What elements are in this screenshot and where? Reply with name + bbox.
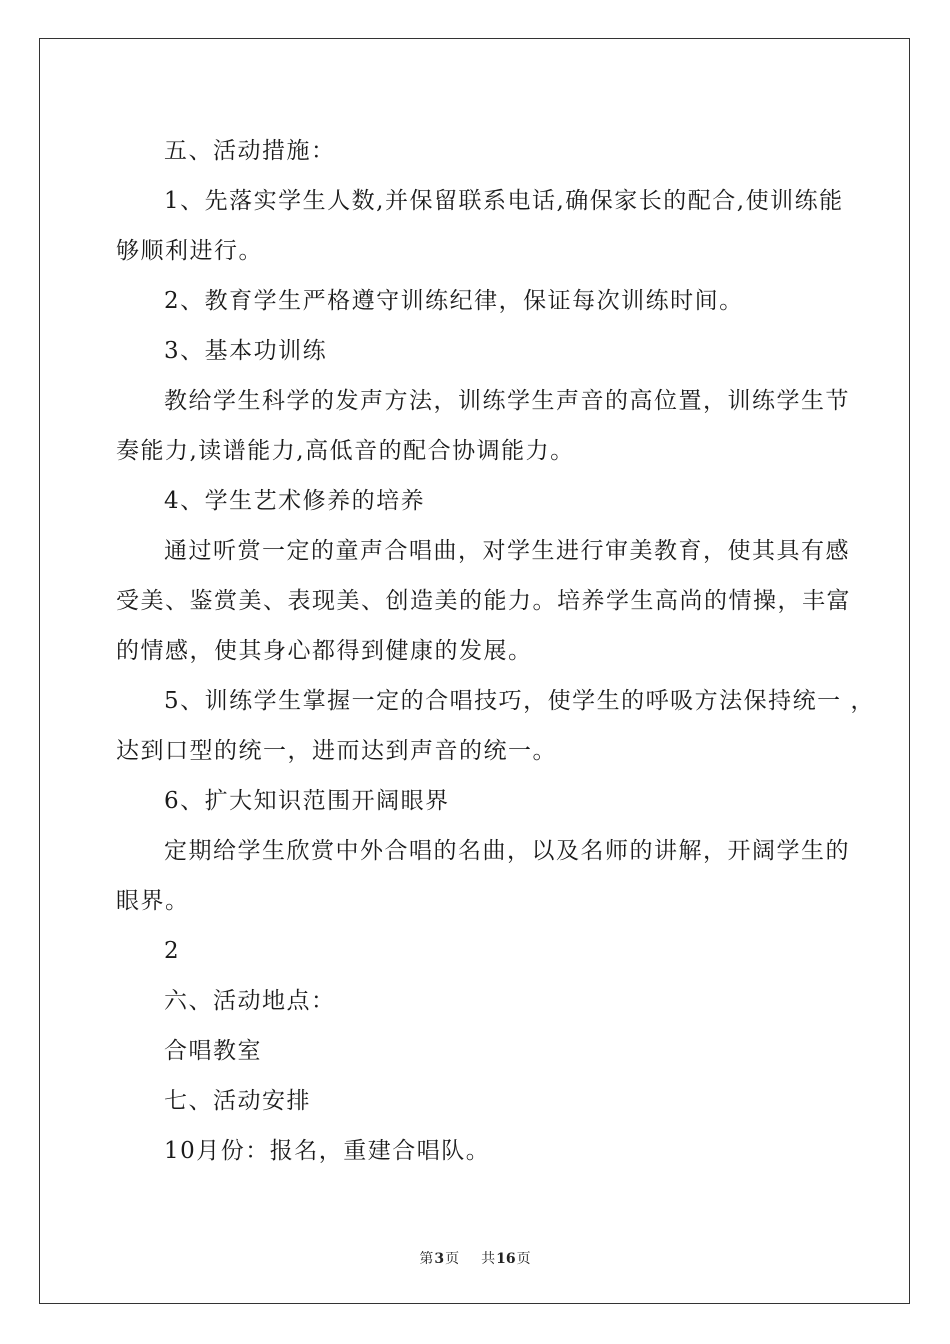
footer-page-suffix: 页 <box>445 1251 460 1267</box>
paragraph-line: 合唱教室 <box>164 1038 262 1064</box>
footer-total-pages: 16 <box>496 1251 516 1267</box>
footer-page-number: 3 <box>434 1251 445 1267</box>
paragraph-line: 受美、鉴赏美、表现美、创造美的能力。培养学生高尚的情操，丰富 <box>116 588 851 614</box>
section-heading-location: 六、活动地点： <box>164 988 336 1014</box>
paragraph-line: 6、扩大知识范围开阔眼界 <box>164 788 450 814</box>
paragraph-line: 通过听赏一定的童声合唱曲，对学生进行审美教育，使其具有感 <box>164 538 850 564</box>
section-heading-measures: 五、活动措施： <box>164 138 336 164</box>
paragraph-line: 够顺利进行。 <box>116 238 263 264</box>
paragraph-line: 10月份：报名，重建合唱队。 <box>164 1138 491 1164</box>
paragraph-line: 的情感，使其身心都得到健康的发展。 <box>116 638 533 664</box>
page-footer <box>0 1248 950 1268</box>
footer-page-prefix: 第 <box>419 1251 434 1267</box>
document-body <box>116 126 875 1176</box>
paragraph-line: 奏能力,读谱能力,高低音的配合协调能力。 <box>116 438 575 464</box>
section-heading-schedule: 七、活动安排 <box>164 1088 311 1114</box>
paragraph-line: 5、训练学生掌握一定的合唱技巧，使学生的呼吸方法保持统一 ， <box>164 688 875 714</box>
paragraph-line: 3、基本功训练 <box>164 338 328 364</box>
paragraph-line: 2 <box>164 938 181 964</box>
paragraph-line: 达到口型的统一，进而达到声音的统一。 <box>116 738 557 764</box>
paragraph-line: 1、先落实学生人数,并保留联系电话,确保家长的配合,使训练能 <box>164 188 844 214</box>
paragraph-line: 4、学生艺术修养的培养 <box>164 488 426 514</box>
paragraph-line: 眼界。 <box>116 888 190 914</box>
paragraph-line: 定期给学生欣赏中外合唱的名曲，以及名师的讲解，开阔学生的 <box>164 838 850 864</box>
paragraph-line: 教给学生科学的发声方法，训练学生声音的高位置，训练学生节 <box>164 388 850 414</box>
footer-total-prefix: 共 <box>481 1251 496 1267</box>
paragraph-line: 2、教育学生严格遵守训练纪律，保证每次训练时间。 <box>164 288 744 314</box>
footer-total-suffix: 页 <box>516 1251 531 1267</box>
